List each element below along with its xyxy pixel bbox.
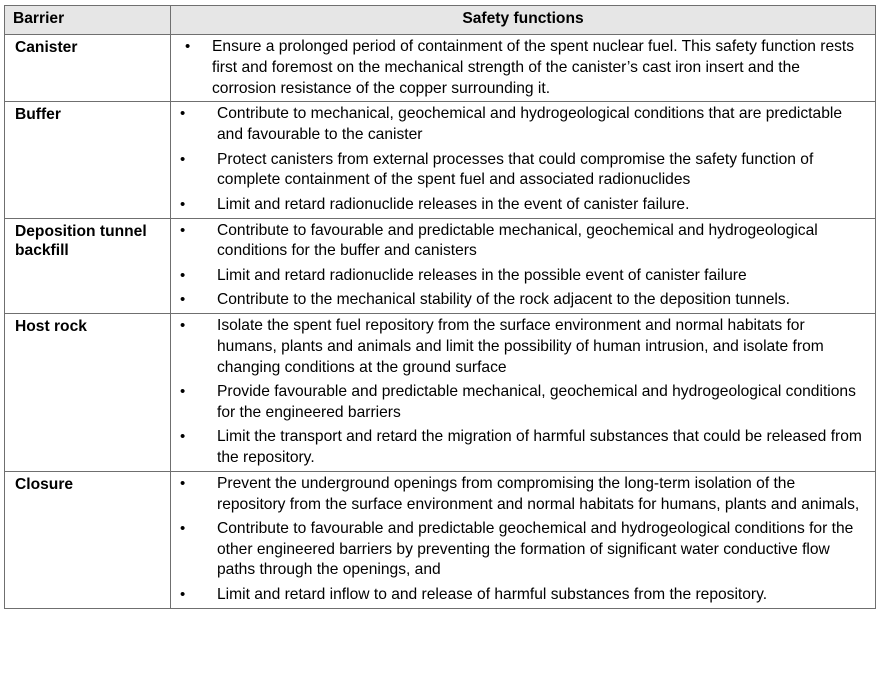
barrier-safety-table [4, 5, 876, 609]
safety-function-item [171, 290, 867, 311]
safety-function-list [171, 102, 876, 218]
bullet-icon: • [180, 474, 186, 492]
bullet-icon: • [180, 316, 186, 334]
bullet-icon: • [180, 221, 186, 239]
table-row-closure [5, 471, 876, 608]
safety-function-text: Limit and retard radionuclide releases in the possible event of canister failure [217, 266, 747, 284]
bullet-icon: • [180, 519, 186, 537]
bullet-icon: • [180, 266, 186, 284]
bullet-icon: • [185, 38, 191, 55]
safety-function-item [171, 221, 867, 263]
safety-function-item [171, 316, 867, 378]
safety-function-item [171, 427, 867, 469]
safety-function-item [171, 195, 867, 216]
bullet-icon: • [180, 105, 186, 123]
bullet-icon: • [180, 150, 186, 168]
safety-function-text: Prevent the underground openings from compromising the long-term isolation of the repository from the surface environment and normal habitats for humans, plants and animals, [217, 474, 860, 513]
safety-function-list [171, 313, 876, 471]
safety-function-item [171, 37, 867, 99]
safety-function-list [171, 35, 876, 102]
table-row-canister [5, 35, 876, 102]
safety-function-text: Contribute to favourable and predictable geochemical and hydrogeological conditions for the other engineered barriers by preventing the formation of significant water conductive flow paths through the openings, and [217, 519, 854, 579]
barrier-name: Buffer [5, 102, 171, 218]
safety-function-item [171, 519, 867, 581]
bullet-icon: • [180, 291, 186, 309]
header-row [5, 6, 876, 35]
barrier-name: Host rock [5, 313, 171, 471]
safety-function-list [171, 471, 876, 608]
table-row-deposition-tunnel-backfill [5, 218, 876, 313]
bullet-icon: • [180, 195, 186, 213]
safety-function-text: Protect canisters from external processes that could compromise the safety function of complete containment of the spent fuel and associated radionuclides [217, 150, 814, 189]
safety-function-item [171, 585, 867, 606]
safety-function-text: Isolate the spent fuel repository from the surface environment and normal habitats for humans, plants and animals and limit the possibility of human intrusion, and isolate from changing conditions at the ground surface [217, 316, 824, 376]
safety-function-text: Provide favourable and predictable mechanical, geochemical and hydrogeological conditions for the engineered barriers [217, 382, 856, 421]
bullet-icon: • [180, 428, 186, 446]
barrier-name: Canister [5, 35, 171, 102]
safety-function-text: Limit and retard inflow to and release of harmful substances from the repository. [217, 585, 768, 603]
bullet-icon: • [180, 585, 186, 603]
safety-function-item [171, 382, 867, 424]
safety-function-item [171, 474, 867, 516]
table-row-host-rock [5, 313, 876, 471]
safety-function-text: Limit and retard radionuclide releases in the event of canister failure. [217, 195, 690, 213]
safety-function-list [171, 218, 876, 313]
safety-function-text: Limit the transport and retard the migration of harmful substances that could be released from the repository. [217, 428, 862, 466]
safety-function-item [171, 266, 867, 287]
safety-function-item [171, 150, 867, 192]
safety-function-text: Contribute to favourable and predictable mechanical, geochemical and hydrogeological conditions for the buffer and canisters [217, 221, 818, 260]
table-row-buffer [5, 102, 876, 218]
safety-function-text: Contribute to the mechanical stability of the rock adjacent to the deposition tunnels. [217, 291, 790, 309]
safety-function-text: Contribute to mechanical, geochemical and hydrogeological conditions that are predictable and favourable to the canister [217, 105, 842, 144]
barrier-name: Closure [5, 471, 171, 608]
header-safety-functions: Safety functions [171, 6, 876, 35]
safety-function-text: Ensure a prolonged period of containment of the spent nuclear fuel. This safety function rests first and foremost on the mechanical strength of the canister’s cast iron insert and the corrosion resistance of the copper surrounding it. [212, 38, 855, 97]
safety-function-item [171, 104, 867, 146]
bullet-icon: • [180, 382, 186, 400]
barrier-name: Deposition tunnel backfill [5, 218, 171, 313]
header-barrier: Barrier [5, 6, 171, 35]
